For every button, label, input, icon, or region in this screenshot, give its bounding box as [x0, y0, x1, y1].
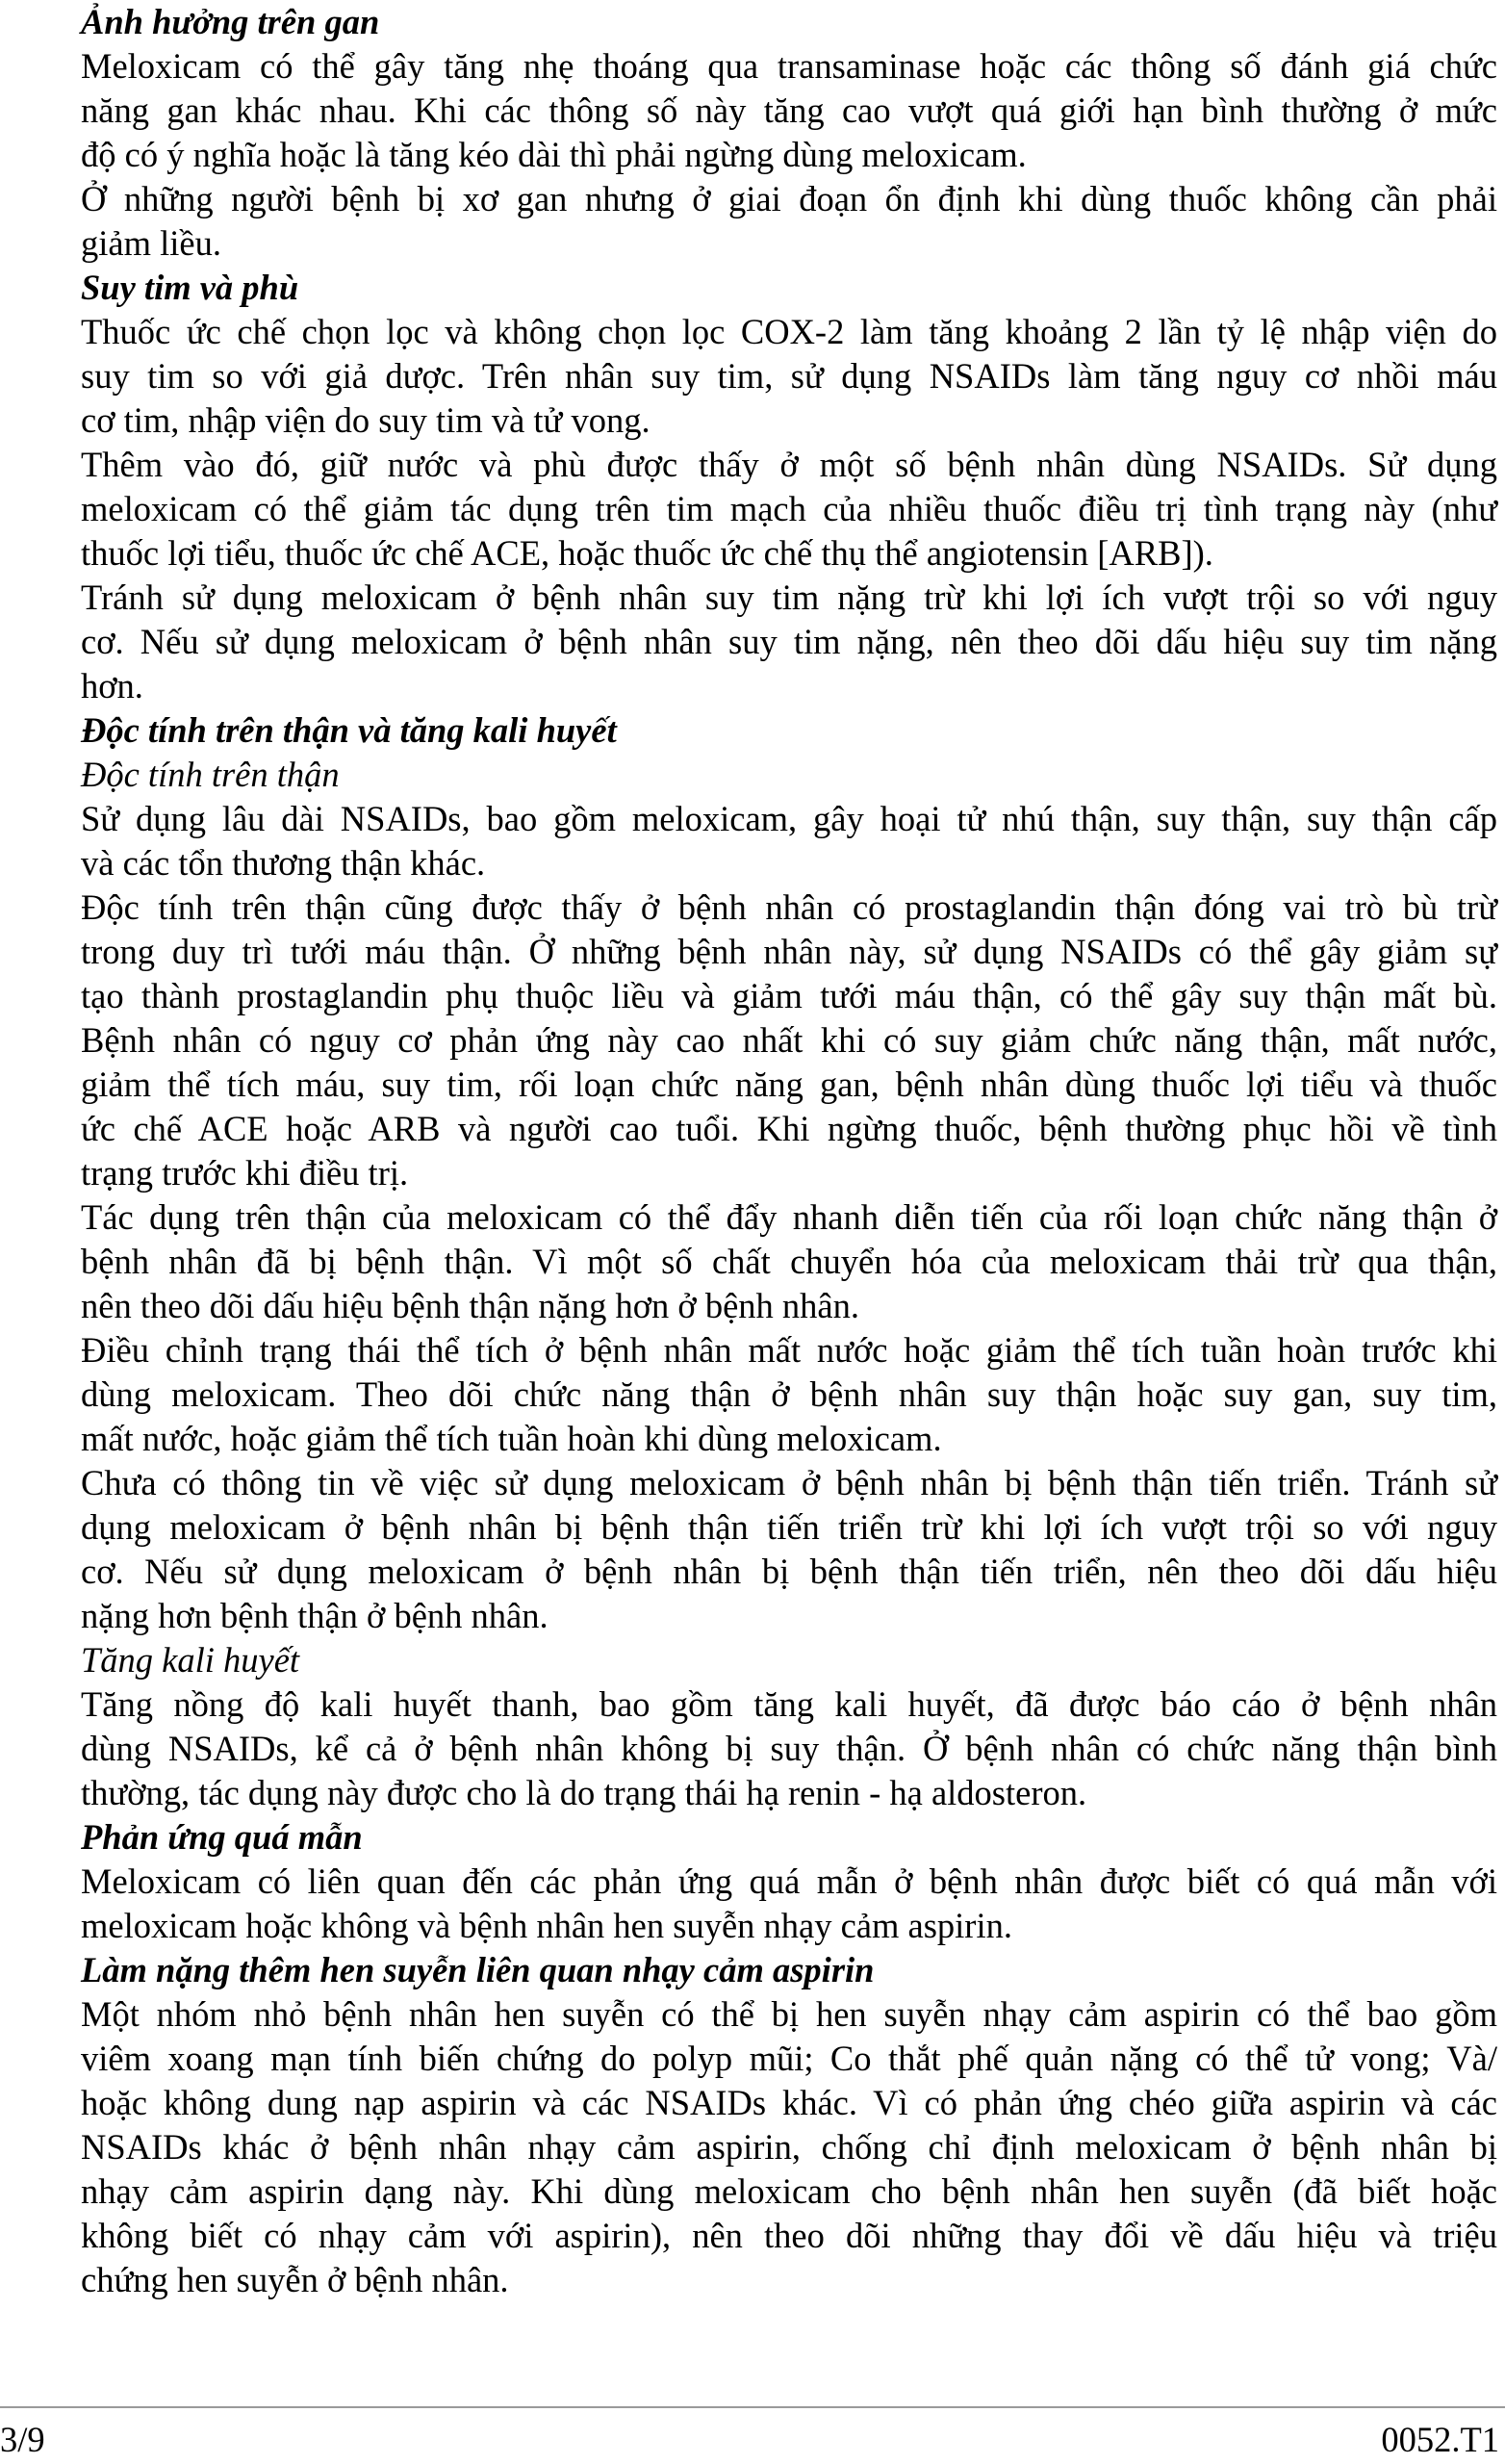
paragraph-line: cơ. Nếu sử dụng meloxicam ở bệnh nhân suy tim nặng, nên theo dõi dấu hiệu suy tim nặng	[81, 622, 1497, 661]
page-number: 3/9	[0, 2420, 45, 2459]
section-heading-heart-failure: Suy tim và phù	[81, 268, 299, 307]
paragraph-line: bệnh nhân đã bị bệnh thận. Vì một số chất chuyển hóa của meloxicam thải trừ qua thận,	[81, 1242, 1497, 1281]
paragraph-line: tạo thành prostaglandin phụ thuộc liều và giảm tưới máu thận, có thể gây suy thận mất bù.	[81, 976, 1497, 1015]
paragraph-line: Meloxicam có liên quan đến các phản ứng quá mẫn ở bệnh nhân được biết có quá mẫn với	[81, 1861, 1497, 1901]
paragraph-line: trong duy trì tưới máu thận. Ở những bệnh nhân này, sử dụng NSAIDs có thể gây giảm sự	[81, 932, 1497, 971]
paragraph-line: độ có ý nghĩa hoặc là tăng kéo dài thì phải ngừng dùng meloxicam.	[81, 135, 1027, 174]
paragraph-line: giảm liều.	[81, 223, 221, 263]
paragraph-line: chứng hen suyễn ở bệnh nhân.	[81, 2260, 509, 2299]
paragraph-line: hoặc không dung nạp aspirin và các NSAIDs khác. Vì có phản ứng chéo giữa aspirin và các	[81, 2083, 1497, 2122]
paragraph-line: meloxicam có thể giảm tác dụng trên tim mạch của nhiều thuốc điều trị tình trạng này (như	[81, 489, 1497, 528]
paragraph-line: NSAIDs khác ở bệnh nhân nhạy cảm aspirin, chống chỉ định meloxicam ở bệnh nhân bị	[81, 2127, 1497, 2167]
paragraph-line: viêm xoang mạn tính biến chứng do polyp mũi; Co thắt phế quản nặng có thể tử vong; Và/	[81, 2039, 1497, 2078]
paragraph-line: meloxicam hoặc không và bệnh nhân hen suyễn nhạy cảm aspirin.	[81, 1906, 1012, 1945]
subheading-renal-toxicity: Độc tính trên thận	[81, 755, 340, 794]
paragraph-line: Độc tính trên thận cũng được thấy ở bệnh nhân có prostaglandin thận đóng vai trò bù trừ	[81, 887, 1497, 927]
paragraph-line: Meloxicam có thể gây tăng nhẹ thoáng qua transaminase hoặc các thông số đánh giá chức	[81, 46, 1497, 86]
paragraph-line: dùng meloxicam. Theo dõi chức năng thận ở bệnh nhân suy thận hoặc suy gan, suy tim,	[81, 1374, 1497, 1414]
footer-divider	[0, 2406, 1505, 2408]
paragraph-line: nặng hơn bệnh thận ở bệnh nhân.	[81, 1596, 548, 1635]
paragraph-line: Thêm vào đó, giữ nước và phù được thấy ở một số bệnh nhân dùng NSAIDs. Sử dụng	[81, 445, 1497, 484]
document-code: 0052.T1	[1381, 2420, 1499, 2459]
paragraph-line: nên theo dõi dấu hiệu bệnh thận nặng hơn ở bệnh nhân.	[81, 1286, 859, 1325]
paragraph-line: cơ tim, nhập viện do suy tim và tử vong.	[81, 400, 650, 440]
paragraph-line: và các tổn thương thận khác.	[81, 843, 486, 883]
paragraph-line: năng gan khác nhau. Khi các thông số này tăng cao vượt quá giới hạn bình thường ở mức	[81, 90, 1497, 130]
paragraph-line: Chưa có thông tin về việc sử dụng meloxicam ở bệnh nhân bị bệnh thận tiến triển. Tránh sử	[81, 1463, 1497, 1502]
paragraph-line: Một nhóm nhỏ bệnh nhân hen suyễn có thể bị hen suyễn nhạy cảm aspirin có thể bao gồm	[81, 1994, 1497, 2034]
paragraph-line: hơn.	[81, 666, 143, 706]
paragraph-line: ức chế ACE hoặc ARB và người cao tuổi. Khi ngừng thuốc, bệnh thường phục hồi về tình	[81, 1109, 1497, 1148]
section-heading-hypersensitivity: Phản ứng quá mẫn	[81, 1817, 363, 1857]
paragraph-line: giảm thể tích máu, suy tim, rối loạn chức năng gan, bệnh nhân dùng thuốc lợi tiểu và thuốc	[81, 1065, 1497, 1104]
paragraph-line: Bệnh nhân có nguy cơ phản ứng này cao nhất khi có suy giảm chức năng thận, mất nước,	[81, 1020, 1497, 1060]
paragraph-line: Ở những người bệnh bị xơ gan nhưng ở giai đoạn ổn định khi dùng thuốc không cần phải	[81, 179, 1497, 218]
paragraph-line: Tăng nồng độ kali huyết thanh, bao gồm tăng kali huyết, đã được báo cáo ở bệnh nhân	[81, 1684, 1497, 1724]
paragraph-line: nhạy cảm aspirin dạng này. Khi dùng meloxicam cho bệnh nhân hen suyễn (đã biết hoặc	[81, 2171, 1497, 2211]
paragraph-line: cơ. Nếu sử dụng meloxicam ở bệnh nhân bị bệnh thận tiến triển, nên theo dõi dấu hiệu	[81, 1552, 1497, 1591]
subheading-hyperkalemia: Tăng kali huyết	[81, 1640, 300, 1680]
paragraph-line: không biết có nhạy cảm với aspirin), nên theo dõi những thay đổi về dấu hiệu và triệu	[81, 2216, 1497, 2255]
section-heading-asthma: Làm nặng thêm hen suyễn liên quan nhạy cảm aspirin	[81, 1950, 875, 1989]
paragraph-line: thuốc lợi tiểu, thuốc ức chế ACE, hoặc thuốc ức chế thụ thể angiotensin [ARB]).	[81, 533, 1213, 573]
paragraph-line: thường, tác dụng này được cho là do trạng thái hạ renin - hạ aldosteron.	[81, 1773, 1087, 1812]
paragraph-line: Điều chỉnh trạng thái thể tích ở bệnh nhân mất nước hoặc giảm thể tích tuần hoàn trước khi	[81, 1330, 1497, 1370]
section-heading-liver: Ảnh hưởng trên gan	[81, 2, 380, 41]
paragraph-line: trạng trước khi điều trị.	[81, 1153, 409, 1193]
paragraph-line: Tác dụng trên thận của meloxicam có thể đẩy nhanh diễn tiến của rối loạn chức năng thận ở	[81, 1197, 1497, 1237]
paragraph-line: Tránh sử dụng meloxicam ở bệnh nhân suy tim nặng trừ khi lợi ích vượt trội so với nguy	[81, 578, 1497, 617]
paragraph-line: suy tim so với giả dược. Trên nhân suy tim, sử dụng NSAIDs làm tăng nguy cơ nhồi máu	[81, 356, 1497, 396]
paragraph-line: dụng meloxicam ở bệnh nhân bị bệnh thận tiến triển trừ khi lợi ích vượt trội so với nguy	[81, 1507, 1497, 1547]
paragraph-line: Thuốc ức chế chọn lọc và không chọn lọc COX-2 làm tăng khoảng 2 lần tỷ lệ nhập viện do	[81, 312, 1497, 351]
section-heading-renal-toxicity: Độc tính trên thận và tăng kali huyết	[81, 710, 617, 750]
paragraph-line: Sử dụng lâu dài NSAIDs, bao gồm meloxicam, gây hoại tử nhú thận, suy thận, suy thận cấp	[81, 799, 1497, 838]
paragraph-line: dùng NSAIDs, kể cả ở bệnh nhân không bị suy thận. Ở bệnh nhân có chức năng thận bình	[81, 1729, 1497, 1768]
paragraph-line: mất nước, hoặc giảm thể tích tuần hoàn khi dùng meloxicam.	[81, 1419, 942, 1458]
